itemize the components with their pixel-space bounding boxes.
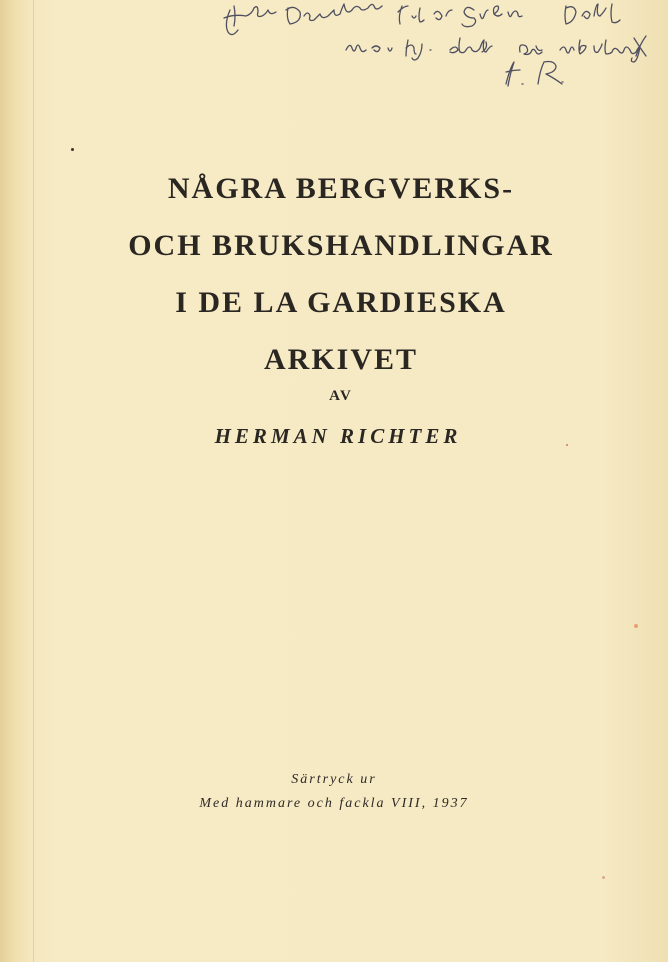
title-line-2: OCH BRUKSHANDLINGAR xyxy=(128,229,554,262)
title-line-3: I DE LA GARDIESKA xyxy=(175,286,507,319)
handwritten-inscription xyxy=(220,0,660,95)
title-line-1: NÅGRA BERGVERKS- xyxy=(167,172,515,205)
paper-speck xyxy=(71,148,74,151)
reprint-note xyxy=(0,768,668,816)
reprint-line-1: Särtryck ur xyxy=(291,772,377,787)
byline-av: AV xyxy=(329,388,353,404)
spine-fold-line xyxy=(33,0,34,962)
paper-speck xyxy=(566,444,568,446)
title xyxy=(0,160,668,388)
reprint-line-2: Med hammare och fackla VIII, 1937 xyxy=(199,796,469,811)
title-line-4: ARKIVET xyxy=(263,343,419,376)
spine-edge xyxy=(0,0,34,962)
handwriting-strokes xyxy=(220,0,660,95)
author-name: HERMAN RICHTER xyxy=(214,424,462,448)
paper-speck xyxy=(602,876,605,879)
paper-speck xyxy=(634,624,638,628)
